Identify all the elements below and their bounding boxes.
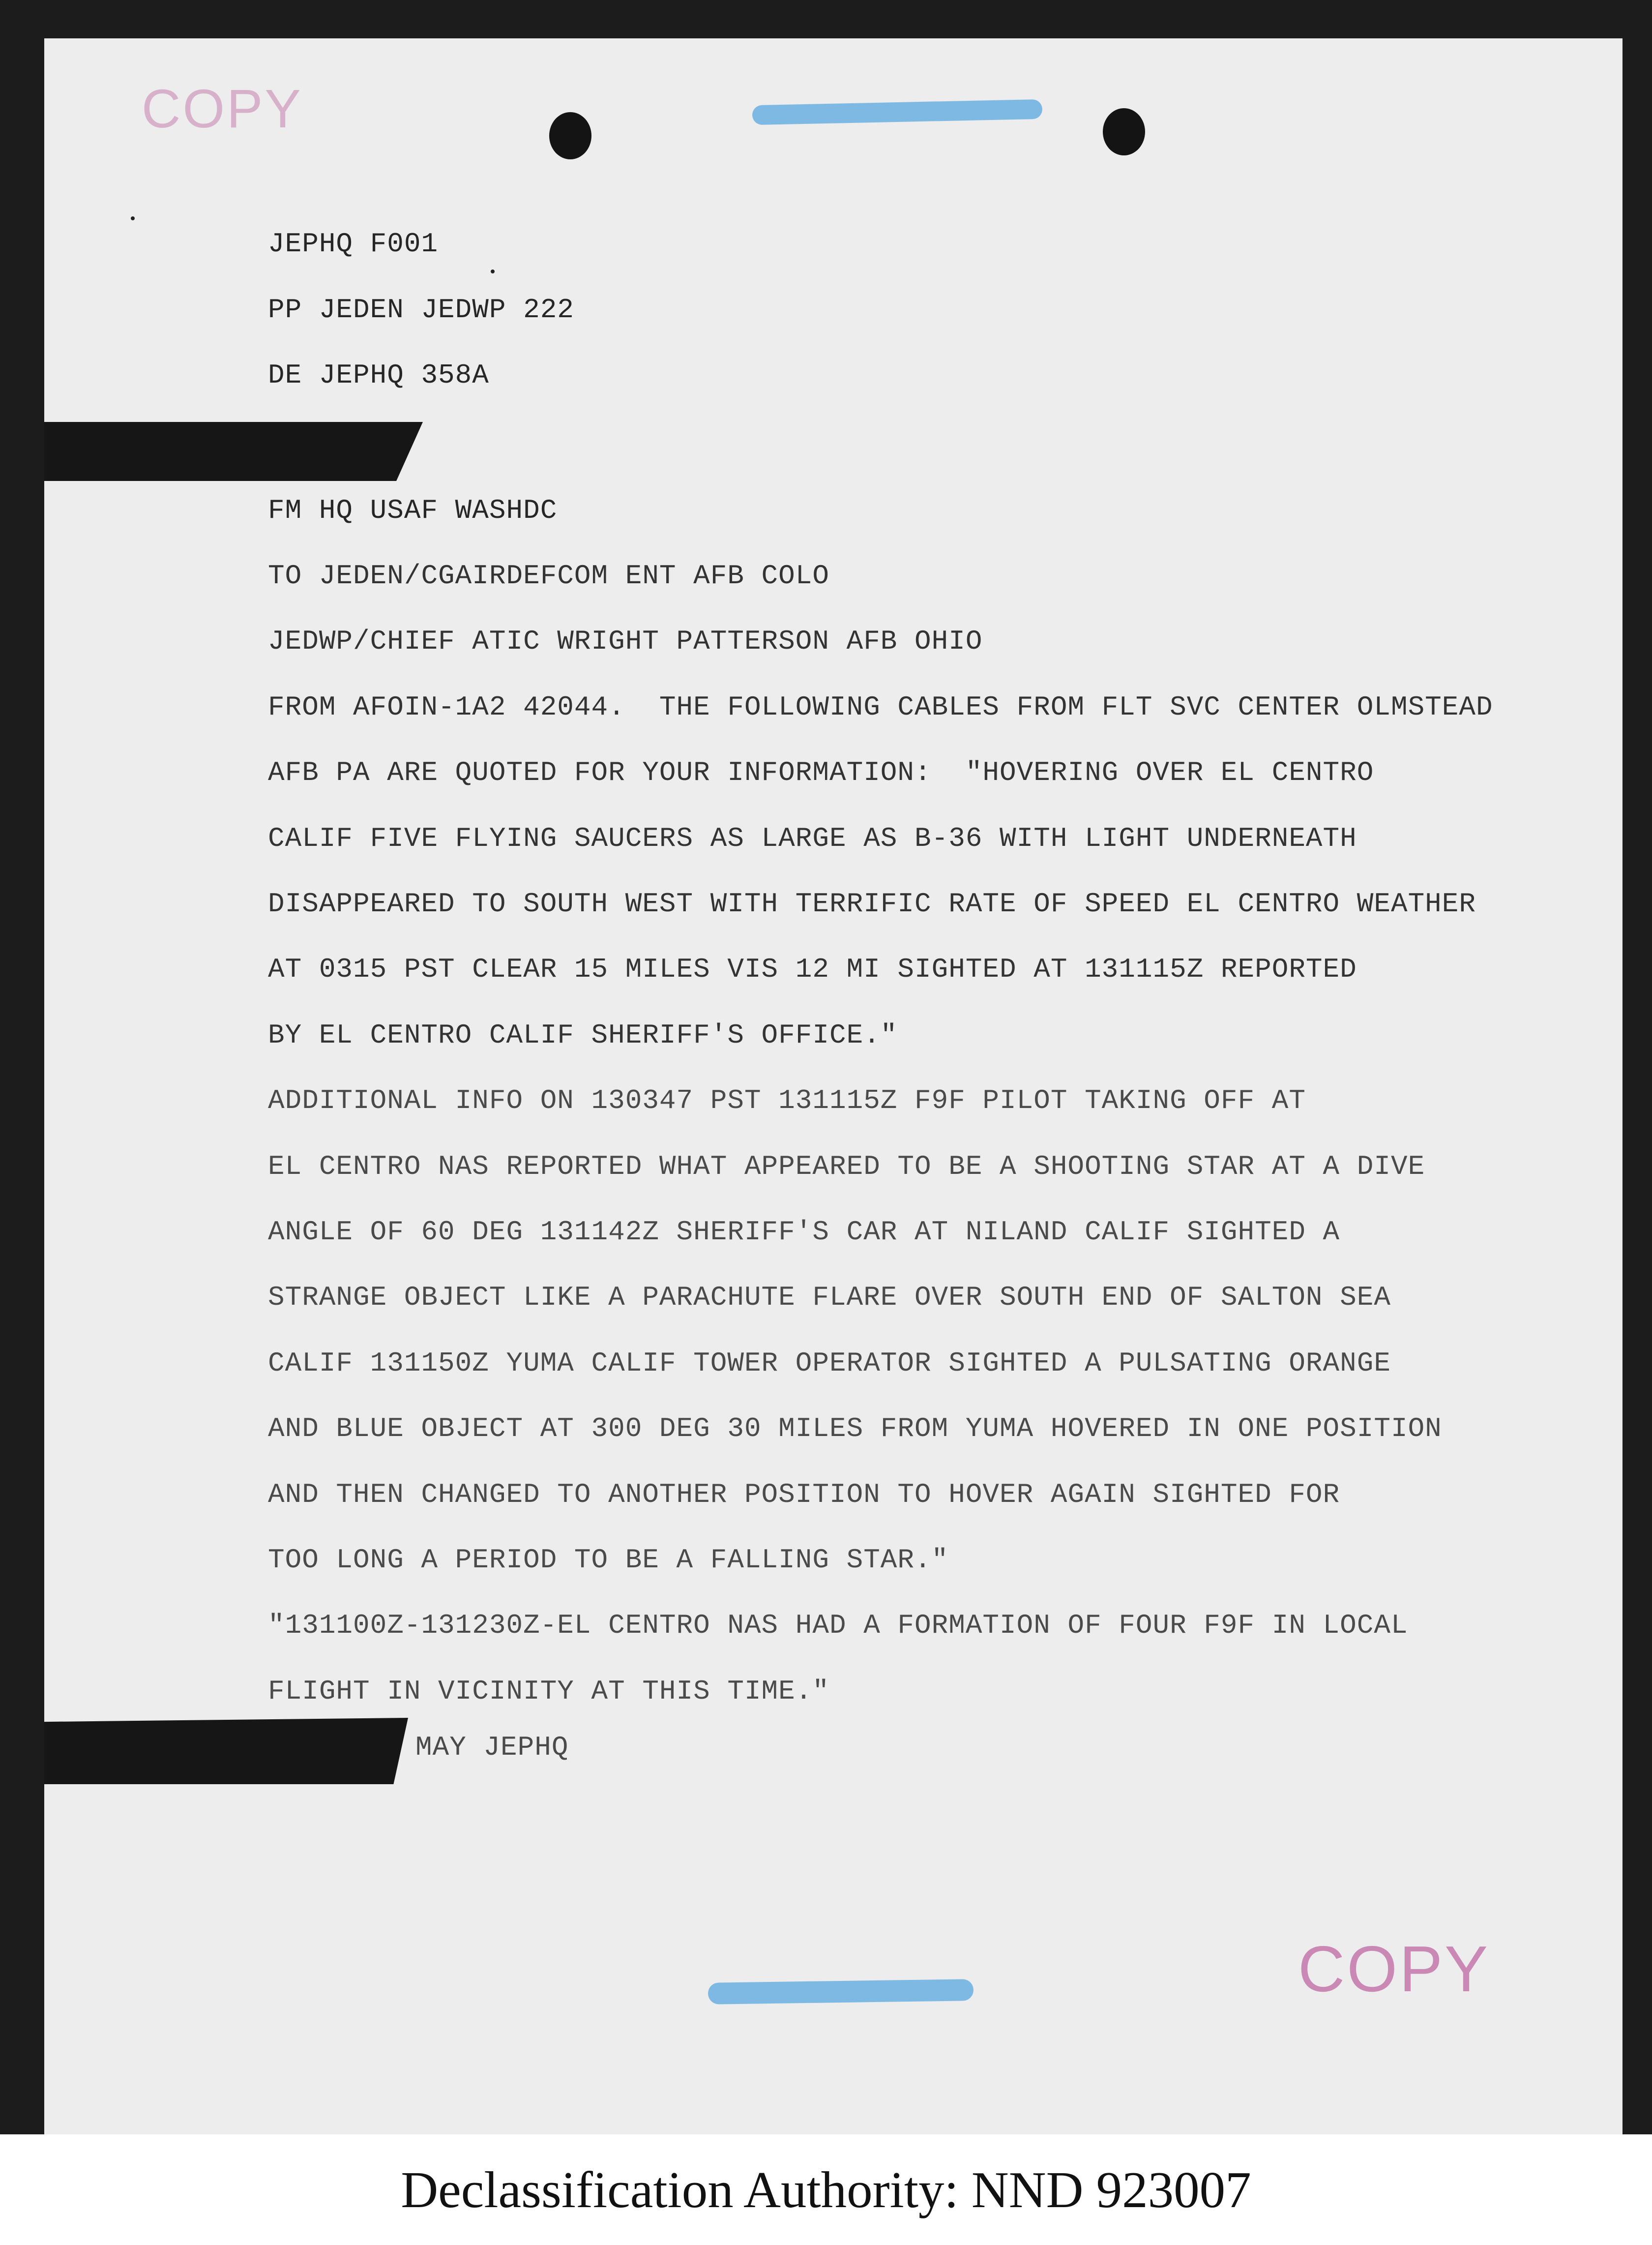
teletype-line-to: TO JEDEN/CGAIRDEFCOM ENT AFB COLO (268, 560, 829, 592)
teletype-line-body: AND BLUE OBJECT AT 300 DEG 30 MILES FROM YUMA HOVERED IN ONE POSITION (268, 1413, 1442, 1444)
teletype-line-body: ANGLE OF 60 DEG 131142Z SHERIFF'S CAR AT NILAND CALIF SIGHTED A (268, 1216, 1340, 1248)
ink-speck (131, 216, 135, 220)
teletype-line-body: BY EL CENTRO CALIF SHERIFF'S OFFICE." (268, 1019, 898, 1051)
teletype-line-info: JEDWP/CHIEF ATIC WRIGHT PATTERSON AFB OHIO (268, 626, 983, 657)
teletype-line-closing: MAY JEPHQ (415, 1732, 569, 1763)
teletype-line-originator: DE JEPHQ 358A (268, 359, 489, 391)
declassification-footer: Declassification Authority: NND 923007 (0, 2134, 1652, 2245)
teletype-line-body: EL CENTRO NAS REPORTED WHAT APPEARED TO BE A SHOOTING STAR AT A DIVE (268, 1151, 1425, 1182)
copy-stamp-top: COPY (142, 79, 303, 139)
teletype-line-body: "131100Z-131230Z-EL CENTRO NAS HAD A FORMATION OF FOUR F9F IN LOCAL (268, 1610, 1408, 1641)
teletype-line-body: ADDITIONAL INFO ON 130347 PST 131115Z F9F PILOT TAKING OFF AT (268, 1085, 1306, 1116)
ink-speck (491, 269, 495, 273)
teletype-line-body: AND THEN CHANGED TO ANOTHER POSITION TO HOVER AGAIN SIGHTED FOR (268, 1479, 1340, 1510)
blue-pencil-mark-bottom (708, 1979, 974, 2005)
document-page (44, 38, 1622, 2134)
teletype-line-body: TOO LONG A PERIOD TO BE A FALLING STAR." (268, 1544, 949, 1576)
punch-hole-left (549, 112, 591, 159)
teletype-line-body: AT 0315 PST CLEAR 15 MILES VIS 12 MI SIGHTED AT 131115Z REPORTED (268, 954, 1357, 985)
punch-hole-right (1103, 108, 1145, 155)
teletype-line-routing: JEPHQ F001 (268, 228, 439, 260)
copy-stamp-bottom: COPY (1298, 1933, 1490, 2005)
redaction-bar-upper (44, 422, 423, 481)
teletype-line-body: STRANGE OBJECT LIKE A PARACHUTE FLARE OVER SOUTH END OF SALTON SEA (268, 1282, 1391, 1313)
teletype-line-body: CALIF FIVE FLYING SAUCERS AS LARGE AS B-36 WITH LIGHT UNDERNEATH (268, 823, 1357, 854)
teletype-line-from: FM HQ USAF WASHDC (268, 495, 558, 526)
redaction-bar-lower (44, 1718, 408, 1784)
blue-pencil-mark-top (752, 99, 1043, 125)
teletype-line-precedence: PP JEDEN JEDWP 222 (268, 294, 574, 326)
teletype-line-body: FROM AFOIN-1A2 42044. THE FOLLOWING CABLES FROM FLT SVC CENTER OLMSTEAD (268, 691, 1493, 723)
teletype-line-body: CALIF 131150Z YUMA CALIF TOWER OPERATOR SIGHTED A PULSATING ORANGE (268, 1347, 1391, 1379)
teletype-line-body: FLIGHT IN VICINITY AT THIS TIME." (268, 1676, 829, 1707)
teletype-line-body: DISAPPEARED TO SOUTH WEST WITH TERRIFIC RATE OF SPEED EL CENTRO WEATHER (268, 888, 1476, 920)
teletype-line-body: AFB PA ARE QUOTED FOR YOUR INFORMATION: "HOVERING OVER EL CENTRO (268, 757, 1374, 788)
